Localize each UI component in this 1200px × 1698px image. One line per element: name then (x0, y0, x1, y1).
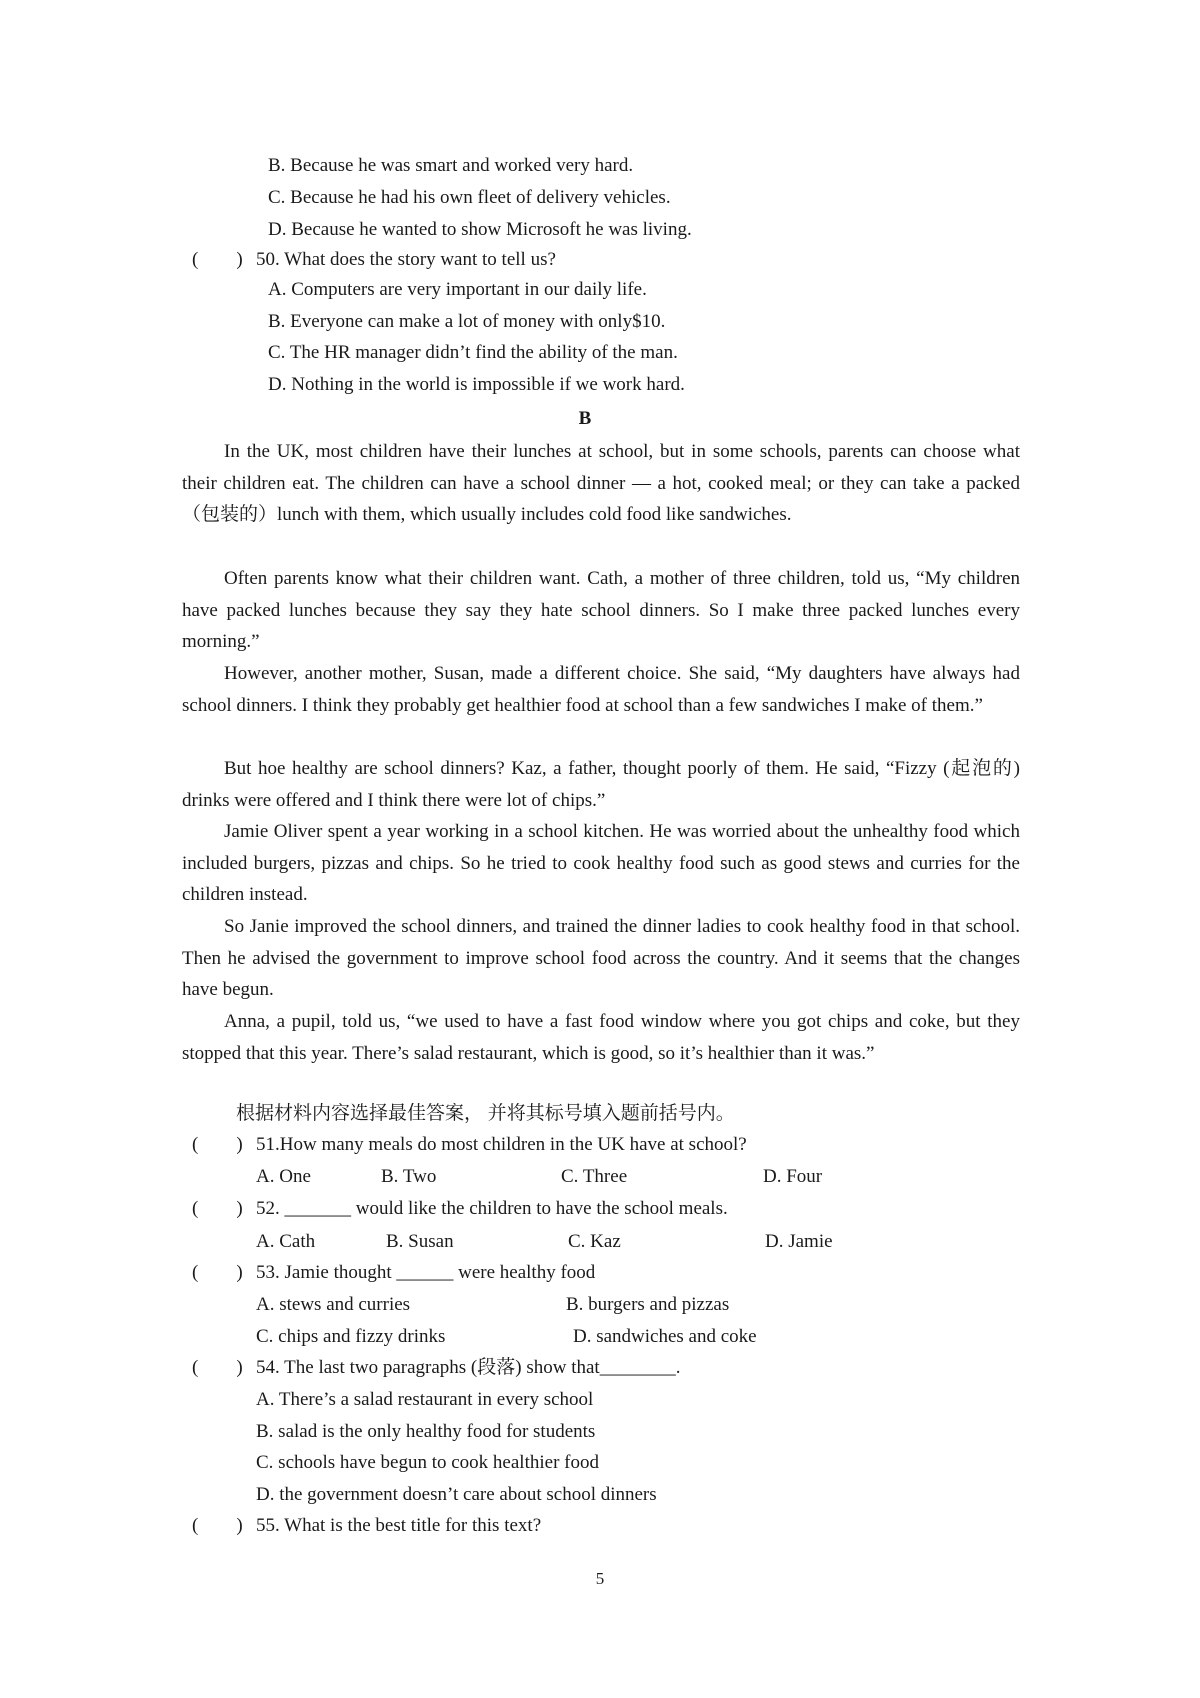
q54-option-b: B. salad is the only healthy food for students (256, 1421, 596, 1442)
passage-paragraph-6: So Janie improved the school dinners, and trained the dinner ladies to cook healthy food in that school. Then he advised the government to improve school food across the country. And it seems that the changes have begun. (182, 916, 1020, 1001)
q51-option-d: D. Four (763, 1166, 823, 1187)
q54-option-a: A. There’s a salad restaurant in every school (256, 1389, 594, 1410)
q50-text: 50. What does the story want to tell us? (256, 249, 556, 270)
q54-option-c: C. schools have begun to cook healthier food (256, 1452, 599, 1473)
passage-paragraph-2: Often parents know what their children want. Cath, a mother of three children, told us, “My children have packed lunches because they say they hate school dinners. So I make three packed lunches every morning.” (182, 568, 1020, 653)
q53-option-a: A. stews and curries (256, 1294, 411, 1315)
q53-text: 53. Jamie thought ______ were healthy food (256, 1262, 596, 1283)
q50-option-c: C. The HR manager didn’t find the ability of the man. (268, 342, 678, 363)
q52-answer-brackets: ( ) (192, 1198, 243, 1219)
q51-text: 51.How many meals do most children in the UK have at school? (256, 1134, 747, 1155)
passage-paragraph-1: In the UK, most children have their lunches at school, but in some schools, parents can choose what their children eat. The children can have a school dinner — a hot, cooked meal; or they can take a packed （包装的）lunch with them, which usually includes cold food like sandwiches. (182, 441, 1020, 526)
passage-paragraph-7: Anna, a pupil, told us, “we used to have a fast food window where you got chips and coke, but they stopped that this year. There’s salad restaurant, which is good, so it’s healthier than it was.” (182, 1011, 1020, 1064)
q53-option-d: D. sandwiches and coke (573, 1326, 757, 1347)
q52-option-a: A. Cath (256, 1231, 316, 1252)
page-number: 5 (595, 1569, 605, 1588)
q54-text: 54. The last two paragraphs (段落) show that________. (256, 1357, 681, 1378)
q51-option-a: A. One (256, 1166, 311, 1187)
q49-option-c: C. Because he had his own fleet of delivery vehicles. (268, 187, 671, 208)
q54-answer-brackets: ( ) (192, 1357, 243, 1378)
q55-text: 55. What is the best title for this text? (256, 1515, 542, 1536)
q51-option-c: C. Three (561, 1166, 628, 1187)
q52-option-b: B. Susan (386, 1231, 454, 1252)
q51-option-b: B. Two (381, 1166, 437, 1187)
q50-option-b: B. Everyone can make a lot of money with only$10. (268, 311, 666, 332)
passage-paragraph-4: But hoe healthy are school dinners? Kaz, a father, thought poorly of them. He said, “Fizzy (起泡的) drinks were offered and I think there were lot of chips.” (182, 758, 1020, 811)
q49-option-d: D. Because he wanted to show Microsoft he was living. (268, 219, 692, 240)
q50-option-a: A. Computers are very important in our daily life. (268, 279, 647, 300)
instructions: 根据材料内容选择最佳答案， 并将其标号填入题前括号内。 (236, 1103, 735, 1124)
q52-option-d: D. Jamie (765, 1231, 833, 1252)
q53-option-c: C. chips and fizzy drinks (256, 1326, 446, 1347)
q52-text: 52. _______ would like the children to have the school meals. (256, 1198, 728, 1219)
q51-answer-brackets: ( ) (192, 1134, 243, 1155)
q54-option-d: D. the government doesn’t care about school dinners (256, 1484, 657, 1505)
passage-paragraph-3: However, another mother, Susan, made a different choice. She said, “My daughters have always had school dinners. I think they probably get healthier food at school than a few sandwiches I make of them.” (182, 663, 1020, 716)
q52-option-c: C. Kaz (568, 1231, 621, 1252)
q49-option-b: B. Because he was smart and worked very hard. (268, 155, 634, 176)
q50-answer-brackets: ( ) (192, 249, 243, 270)
section-b-title: B (578, 408, 592, 429)
q53-answer-brackets: ( ) (192, 1262, 243, 1283)
q53-option-b: B. burgers and pizzas (566, 1294, 730, 1315)
q55-answer-brackets: ( ) (192, 1515, 243, 1536)
passage-paragraph-5: Jamie Oliver spent a year working in a school kitchen. He was worried about the unhealthy food which included burgers, pizzas and chips. So he tried to cook healthy food such as good stews and curries for the children instead. (182, 821, 1020, 906)
q50-option-d: D. Nothing in the world is impossible if we work hard. (268, 374, 685, 395)
